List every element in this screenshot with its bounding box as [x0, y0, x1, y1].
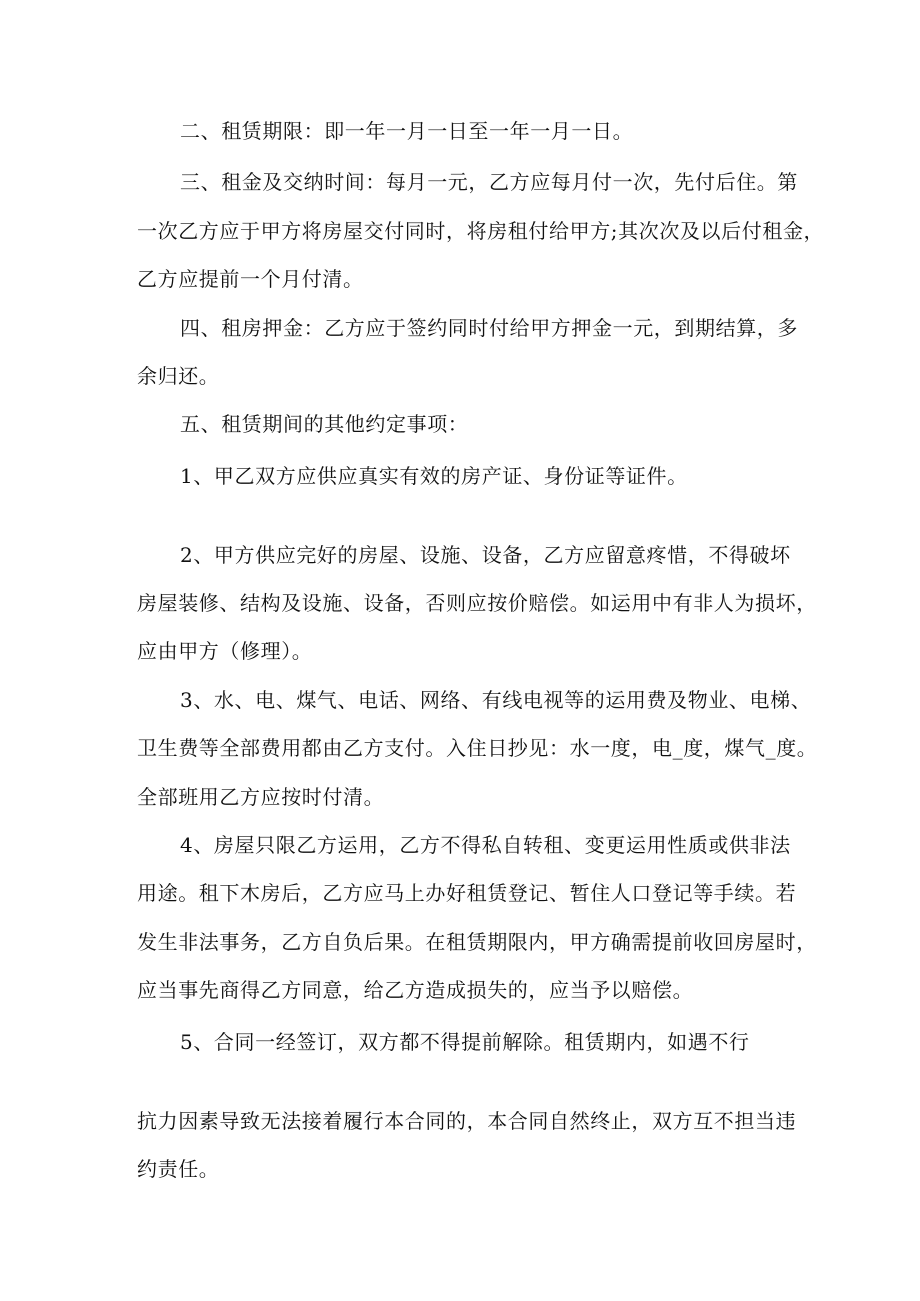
- item-5-line-1: 5、合同一经签订，双方都不得提前解除。租赁期内，如遇不行: [180, 1030, 750, 1054]
- item-2-line-1: 2、甲方供应完好的房屋、设施、设备，乙方应留意疼惜，不得破坏: [180, 543, 791, 567]
- clause-2-lease-term: 二、租赁期限：即一年一月一日至一年一月一日。: [180, 119, 634, 143]
- item-4-line-2: 用途。租下木房后，乙方应马上办好租赁登记、暂住人口登记等手续。若: [137, 881, 797, 905]
- item-5-line-3: 约责任。: [137, 1157, 220, 1181]
- item-3-line-3: 全部班用乙方应按时付清。: [137, 785, 385, 809]
- clause-3-rent-line-1: 三、租金及交纳时间：每月一元，乙方应每月付一次，先付后住。第: [180, 170, 798, 194]
- clause-3-rent-line-3: 乙方应提前一个月付清。: [137, 267, 364, 291]
- clause-5-heading: 五、租赁期间的其他约定事项：: [180, 412, 469, 436]
- clause-4-deposit-line-1: 四、租房押金：乙方应于签约同时付给甲方押金一元，到期结算，多: [180, 316, 798, 340]
- clause-4-deposit-line-2: 余归还。: [137, 364, 220, 388]
- item-5-line-2: 抗力因素导致无法接着履行本合同的，本合同自然终止，双方互不担当违: [137, 1109, 797, 1133]
- item-2-line-3: 应由甲方（修理）。: [137, 639, 313, 663]
- item-2-line-2: 房屋装修、结构及设施、设备，否则应按价赔偿。如运用中有非人为损坏，: [137, 591, 817, 615]
- item-4-line-4: 应当事先商得乙方同意，给乙方造成损失的，应当予以赔偿。: [137, 978, 694, 1002]
- item-3-line-2: 卫生费等全部费用都由乙方支付。入住日抄见：水一度，电_度，煤气_度。: [137, 736, 818, 760]
- item-4-line-3: 发生非法事务，乙方自负后果。在租赁期限内，甲方确需提前收回房屋时，: [137, 930, 817, 954]
- item-4-line-1: 4、房屋只限乙方运用，乙方不得私自转租、变更运用性质或供非法: [180, 833, 791, 857]
- item-3-line-1: 3、水、电、煤气、电话、网络、有线电视等的运用费及物业、电梯、: [180, 688, 812, 712]
- item-1-line-1: 1、甲乙双方应供应真实有效的房产证、身份证等证件。: [180, 464, 688, 488]
- clause-3-rent-line-2: 一次乙方应于甲方将房屋交付同时，将房租付给甲方;其次次及以后付租金，: [137, 219, 825, 243]
